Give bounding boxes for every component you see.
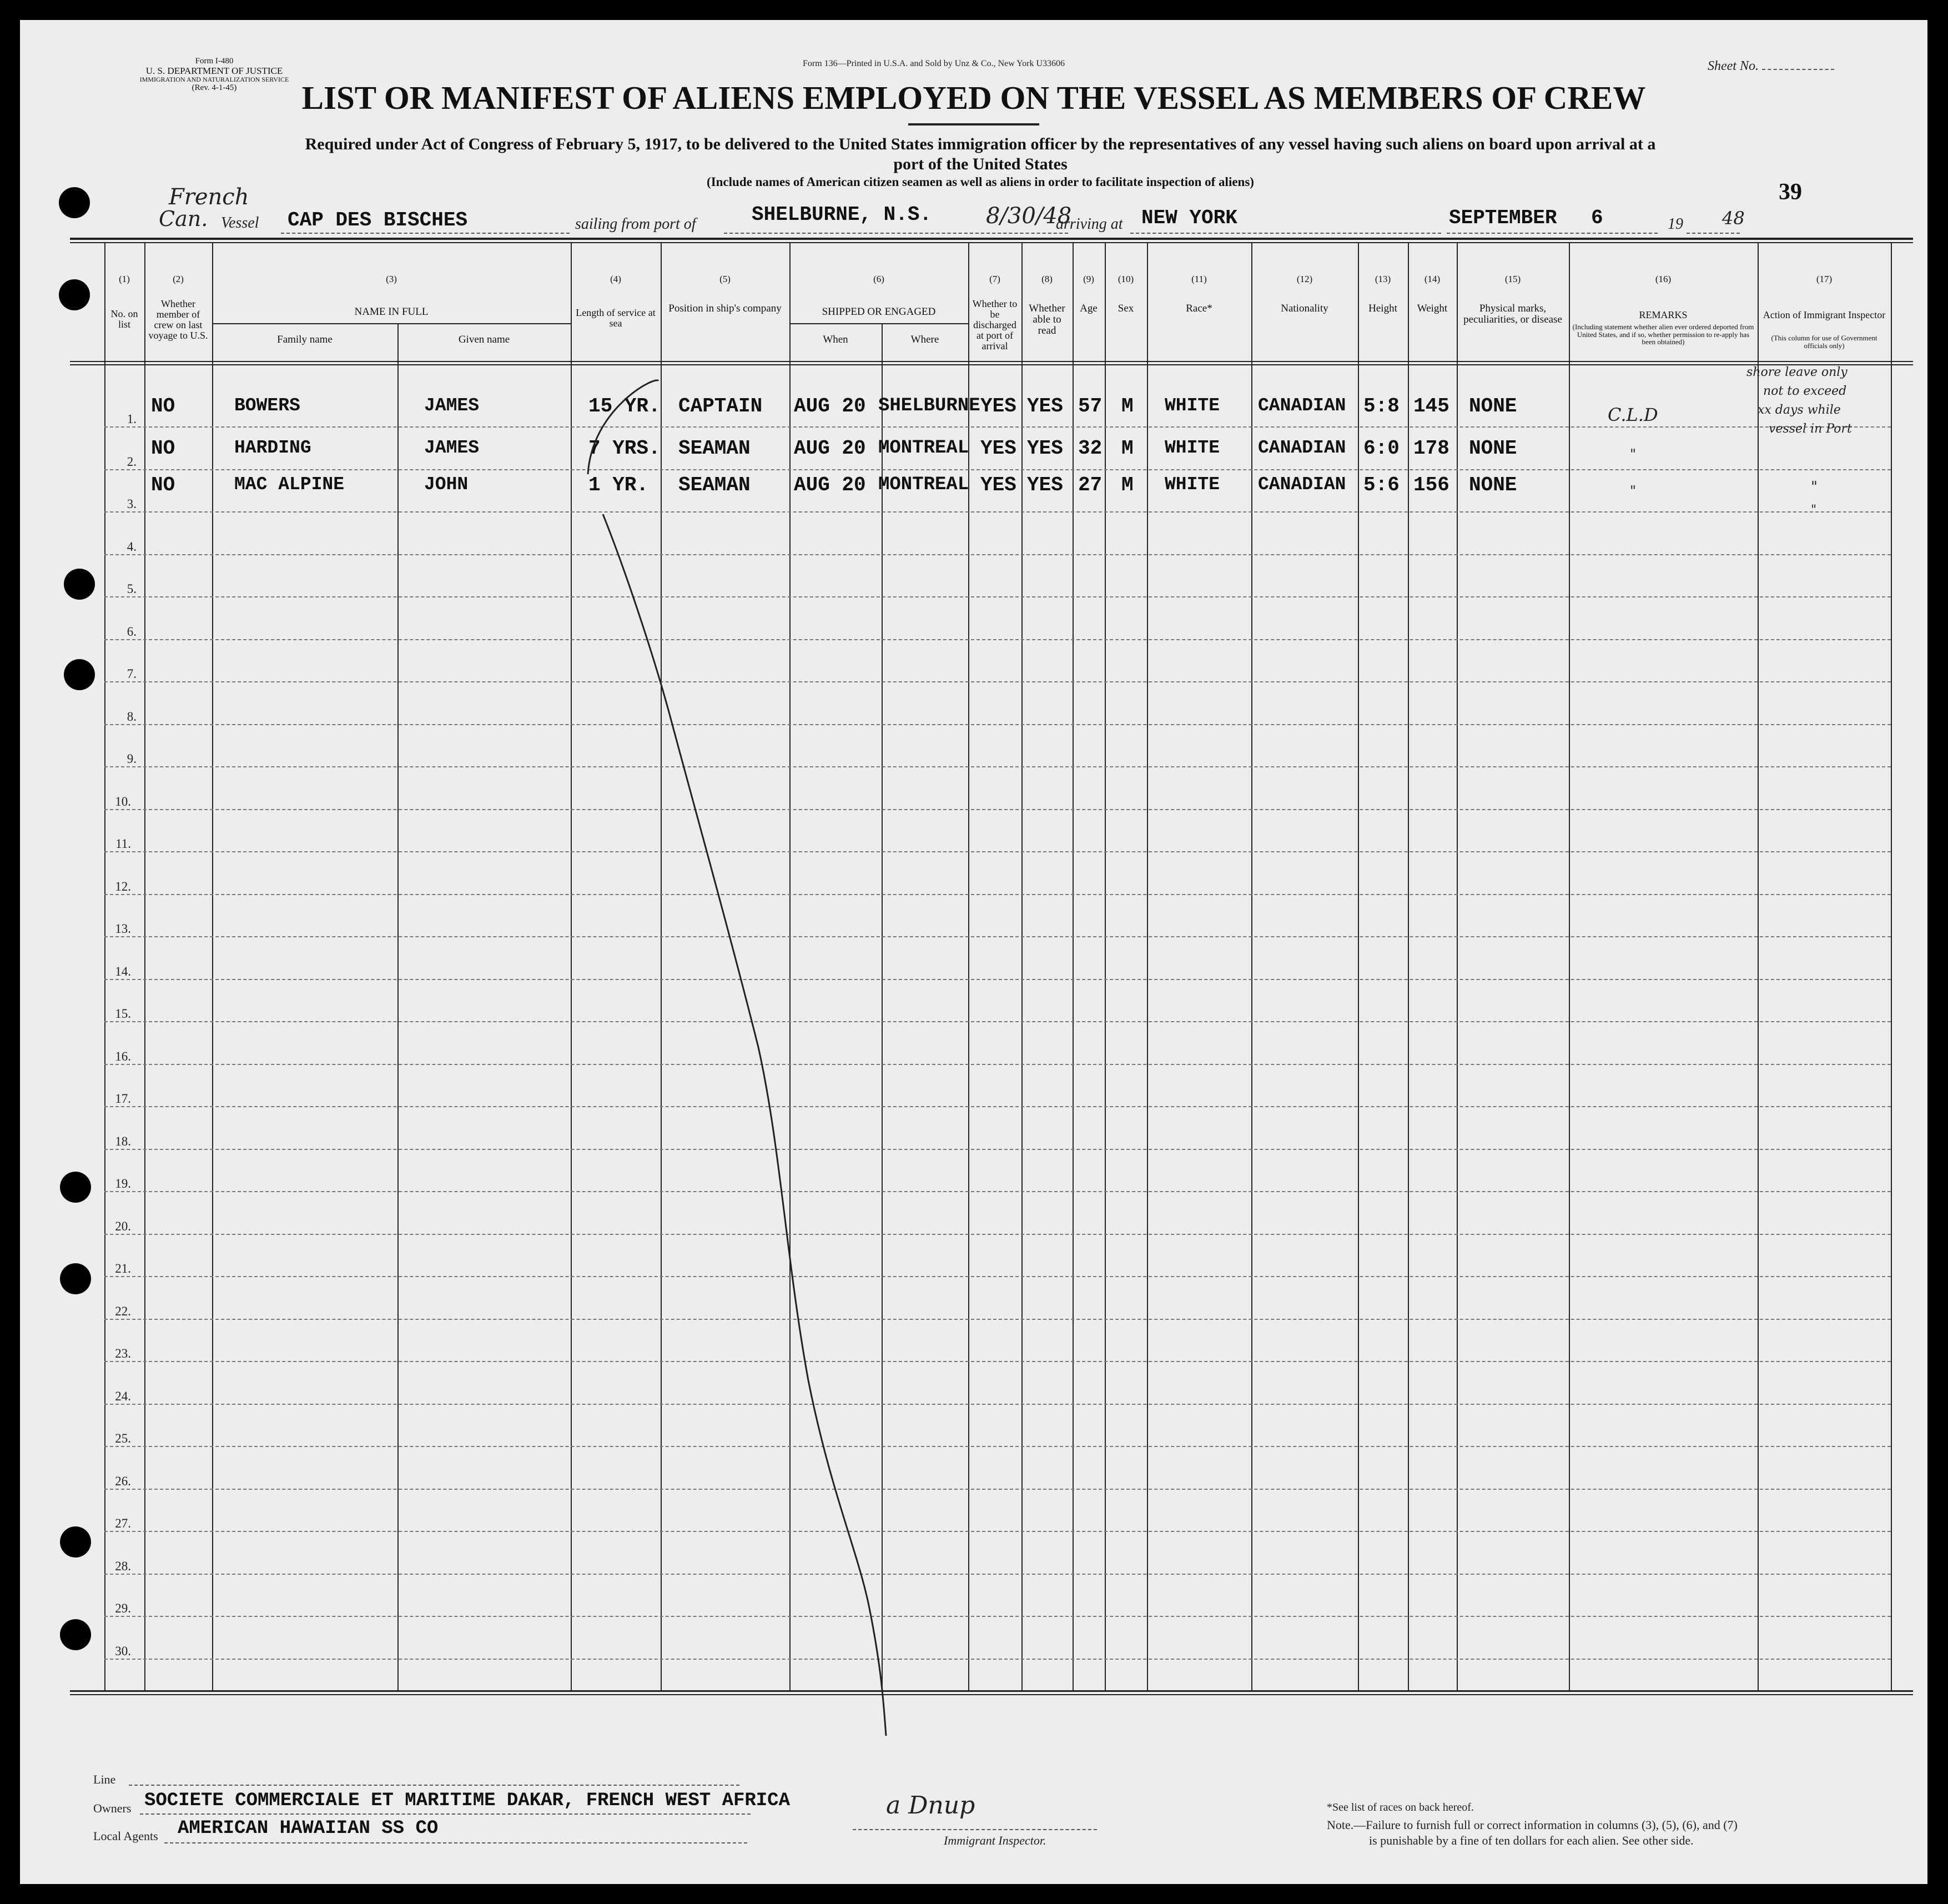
physical-marks: NONE xyxy=(1469,474,1517,496)
column-label: Race* xyxy=(1186,303,1212,314)
handwritten-can: Can. xyxy=(159,207,208,231)
column-label: Nationality xyxy=(1281,303,1328,314)
shipped-where: MONTREAL xyxy=(878,438,969,459)
agents-underline xyxy=(164,1842,747,1843)
column-label: Action of Immigrant Inspector xyxy=(1763,309,1886,320)
remarks: C.L.D xyxy=(1608,404,1658,425)
page-number: 39 xyxy=(1779,179,1802,205)
column-number: (16) xyxy=(1655,274,1672,284)
row-number: 1. xyxy=(127,412,137,426)
shipped-when: AUG 20 xyxy=(794,395,866,418)
agents-label: Local Agents xyxy=(93,1829,158,1843)
row-number: 29. xyxy=(115,1601,131,1615)
row-number: 13. xyxy=(115,922,131,936)
pen-stroke xyxy=(20,20,1927,1884)
form-number: Form I-480 xyxy=(195,57,234,66)
port-to: NEW YORK xyxy=(1141,207,1237,229)
column-number: (10) xyxy=(1118,274,1134,284)
shipped-where: MONTREAL xyxy=(878,474,969,495)
column-label: Age xyxy=(1080,303,1098,314)
physical-marks: NONE xyxy=(1469,437,1517,460)
row-number: 24. xyxy=(115,1389,131,1403)
column-number: (17) xyxy=(1816,274,1833,284)
vessel-name: CAP DES BISCHES xyxy=(288,209,468,232)
line-underline xyxy=(129,1785,739,1786)
column-label: Whether member of crew on last voyage to U.S. xyxy=(148,298,208,341)
inspector-underline xyxy=(853,1829,1097,1830)
column-label: REMARKS xyxy=(1639,309,1688,320)
given-name: JAMES xyxy=(424,438,480,458)
race: WHITE xyxy=(1165,395,1220,416)
arriving-label: arriving at xyxy=(1056,215,1123,233)
column-label: NAME IN FULL xyxy=(354,306,429,318)
height: 5:6 xyxy=(1363,474,1400,496)
owners-label: Owners xyxy=(93,1801,132,1815)
last-voyage: NO xyxy=(151,395,175,418)
inspector-label: Immigrant Inspector. xyxy=(944,1833,1046,1847)
subtitle-line2: port of the United States xyxy=(893,155,1068,173)
column-number: (14) xyxy=(1424,274,1441,284)
nationality: CANADIAN xyxy=(1258,474,1346,495)
family-name-subheader: Family name xyxy=(277,334,333,345)
arrival-month: SEPTEMBER xyxy=(1449,207,1557,229)
family-name: HARDING xyxy=(234,438,311,458)
column-label: Height xyxy=(1368,303,1397,314)
age: 27 xyxy=(1078,474,1103,496)
column-number: (7) xyxy=(989,274,1000,284)
row-number: 11. xyxy=(115,837,131,851)
row-number: 9. xyxy=(127,752,137,766)
note-line: shore leave only xyxy=(1746,365,1848,379)
note-line: xx days while xyxy=(1758,403,1841,418)
port-from: SHELBURNE, N.S. xyxy=(752,203,932,226)
row-number: 20. xyxy=(115,1219,131,1233)
row-number: 28. xyxy=(115,1559,131,1573)
column-number: (6) xyxy=(873,274,884,284)
handwritten-french: French xyxy=(169,184,249,210)
sheet-label: Sheet No. xyxy=(1708,59,1759,73)
row-number: 27. xyxy=(115,1516,131,1530)
column-number: (3) xyxy=(386,274,397,284)
family-name: MAC ALPINE xyxy=(234,474,345,495)
row-number: 6. xyxy=(127,625,137,639)
weight: 178 xyxy=(1413,437,1449,460)
weight: 145 xyxy=(1413,395,1449,418)
year-hand: 48 xyxy=(1722,208,1745,229)
owners-value: SOCIETE COMMERCIALE ET MARITIME DAKAR, FRENCH WEST AFRICA xyxy=(144,1790,790,1811)
row-number: 17. xyxy=(115,1092,131,1106)
race: WHITE xyxy=(1165,438,1220,458)
line-label: Line xyxy=(93,1772,116,1786)
sex: M xyxy=(1121,474,1134,496)
row-number: 10. xyxy=(115,795,131,808)
column-label: Weight xyxy=(1417,303,1448,314)
footnote-races: *See list of races on back hereof. xyxy=(1327,1801,1474,1813)
row-number: 2. xyxy=(127,455,137,469)
column-number: (4) xyxy=(610,274,621,284)
handwritten-date: 8/30/48 xyxy=(986,203,1072,229)
age: 57 xyxy=(1078,395,1103,418)
subtitle-line1: Required under Act of Congress of February 5, 1917, to be delivered to the United States immigration officer by the representatives of any vessel having such aliens on board upon arrival at a xyxy=(305,135,1656,153)
owners-underline xyxy=(140,1813,751,1815)
row-number: 14. xyxy=(115,964,131,978)
given-name: JOHN xyxy=(424,474,469,495)
discharged: YES xyxy=(980,395,1016,418)
nationality: CANADIAN xyxy=(1258,438,1346,458)
column-label: Sex xyxy=(1118,303,1134,314)
page-title: LIST OR MANIFEST OF ALIENS EMPLOYED ON THE VESSEL AS MEMBERS OF CREW xyxy=(301,79,1646,116)
able-to-read: YES xyxy=(1027,437,1063,460)
position: SEAMAN xyxy=(678,437,751,460)
remarks: " xyxy=(1630,446,1637,462)
column-sublabel: (Including statement whether alien ever ordered deported from United States, and if so, whether permission to re-apply has been obtained) xyxy=(1572,323,1754,346)
given-name: JAMES xyxy=(424,395,480,416)
age: 32 xyxy=(1078,437,1103,460)
footnote-line1: Note.—Failure to furnish full or correct information in columns (3), (5), (6), and (7) xyxy=(1327,1818,1738,1832)
vessel-label: Vessel xyxy=(221,214,259,232)
column-number: (12) xyxy=(1296,274,1313,284)
where-subheader: Where xyxy=(910,334,939,345)
row-number: 26. xyxy=(115,1474,131,1488)
able-to-read: YES xyxy=(1027,474,1063,496)
row-number: 4. xyxy=(127,540,137,554)
agents-value: AMERICAN HAWAIIAN SS CO xyxy=(178,1818,439,1839)
revision: (Rev. 4-1-45) xyxy=(192,83,237,93)
length-of-service: 1 YR. xyxy=(588,474,649,496)
discharged: YES xyxy=(980,474,1016,496)
note-line: vessel in Port xyxy=(1769,422,1852,436)
nationality: CANADIAN xyxy=(1258,395,1346,416)
shipped-when: AUG 20 xyxy=(794,474,866,496)
length-of-service: 7 YRS. xyxy=(588,437,661,460)
column-sublabel: (This column for use of Government officials only) xyxy=(1771,334,1877,350)
row-number: 7. xyxy=(127,667,137,681)
column-label: SHIPPED OR ENGAGED xyxy=(822,306,936,318)
row-number: 15. xyxy=(115,1007,131,1021)
footnote-line2: is punishable by a fine of ten dollars for each alien. See other side. xyxy=(1369,1833,1694,1847)
year-prefix: 19 xyxy=(1668,215,1683,233)
physical-marks: NONE xyxy=(1469,395,1517,418)
inspector-ditto: " xyxy=(1811,479,1818,495)
when-subheader: When xyxy=(823,334,848,345)
row-number: 25. xyxy=(115,1431,131,1445)
department-name: U. S. DEPARTMENT OF JUSTICE xyxy=(145,65,283,76)
column-label: Length of service at sea xyxy=(576,307,656,329)
column-number: (9) xyxy=(1083,274,1094,284)
position: SEAMAN xyxy=(678,474,751,496)
row-number: 12. xyxy=(115,880,131,893)
able-to-read: YES xyxy=(1027,395,1063,418)
position: CAPTAIN xyxy=(678,395,763,418)
family-name: BOWERS xyxy=(234,395,300,416)
row-number: 8. xyxy=(127,710,137,724)
subtitle-line3: (Include names of American citizen seamen as well as aliens in order to facilitate inspection of aliens) xyxy=(707,175,1254,189)
column-number: (2) xyxy=(173,274,184,284)
column-number: (5) xyxy=(719,274,731,284)
sailing-label: sailing from port of xyxy=(575,215,696,233)
last-voyage: NO xyxy=(151,474,175,496)
column-number: (13) xyxy=(1375,274,1391,284)
row-number: 30. xyxy=(115,1644,131,1658)
remarks: " xyxy=(1630,483,1637,499)
last-voyage: NO xyxy=(151,437,175,460)
length-of-service: 15 YR. xyxy=(588,395,661,418)
weight: 156 xyxy=(1413,474,1449,496)
column-number: (15) xyxy=(1504,274,1521,284)
column-label: No. on list xyxy=(110,308,138,330)
race: WHITE xyxy=(1165,474,1220,495)
note-line: not to exceed xyxy=(1763,384,1847,399)
column-number: (8) xyxy=(1041,274,1053,284)
discharged: YES xyxy=(980,437,1016,460)
column-label: Whether able to read xyxy=(1029,303,1065,336)
inspector-ditto: " xyxy=(1811,503,1817,517)
inspector-signature: a Dnup xyxy=(886,1791,975,1820)
row-number: 18. xyxy=(115,1134,131,1148)
height: 5:8 xyxy=(1363,395,1400,418)
column-number: (11) xyxy=(1191,274,1207,284)
column-label: Physical marks, peculiarities, or disease xyxy=(1463,303,1562,325)
column-label: Whether to be discharged at port of arrival xyxy=(972,298,1018,351)
row-number: 16. xyxy=(115,1049,131,1063)
row-number: 5. xyxy=(127,582,137,596)
shipped-when: AUG 20 xyxy=(794,437,866,460)
column-number: (1) xyxy=(119,274,130,284)
service-name: IMMIGRATION AND NATURALIZATION SERVICE xyxy=(139,76,289,84)
row-number: 23. xyxy=(115,1347,131,1360)
manifest-sheet xyxy=(20,20,1927,1884)
given-name-subheader: Given name xyxy=(458,334,510,345)
shipped-where: SHELBURNE xyxy=(878,395,980,416)
printer-line: Form 136—Printed in U.S.A. and Sold by Unz & Co., New York U33606 xyxy=(803,59,1065,68)
sex: M xyxy=(1121,395,1134,418)
row-number: 22. xyxy=(115,1304,131,1318)
row-number: 3. xyxy=(127,497,137,511)
row-number: 21. xyxy=(115,1262,131,1275)
height: 6:0 xyxy=(1363,437,1400,460)
column-label: Position in ship's company xyxy=(668,303,782,314)
arrival-day: 6 xyxy=(1591,207,1603,229)
sex: M xyxy=(1121,437,1134,460)
row-number: 19. xyxy=(115,1177,131,1190)
